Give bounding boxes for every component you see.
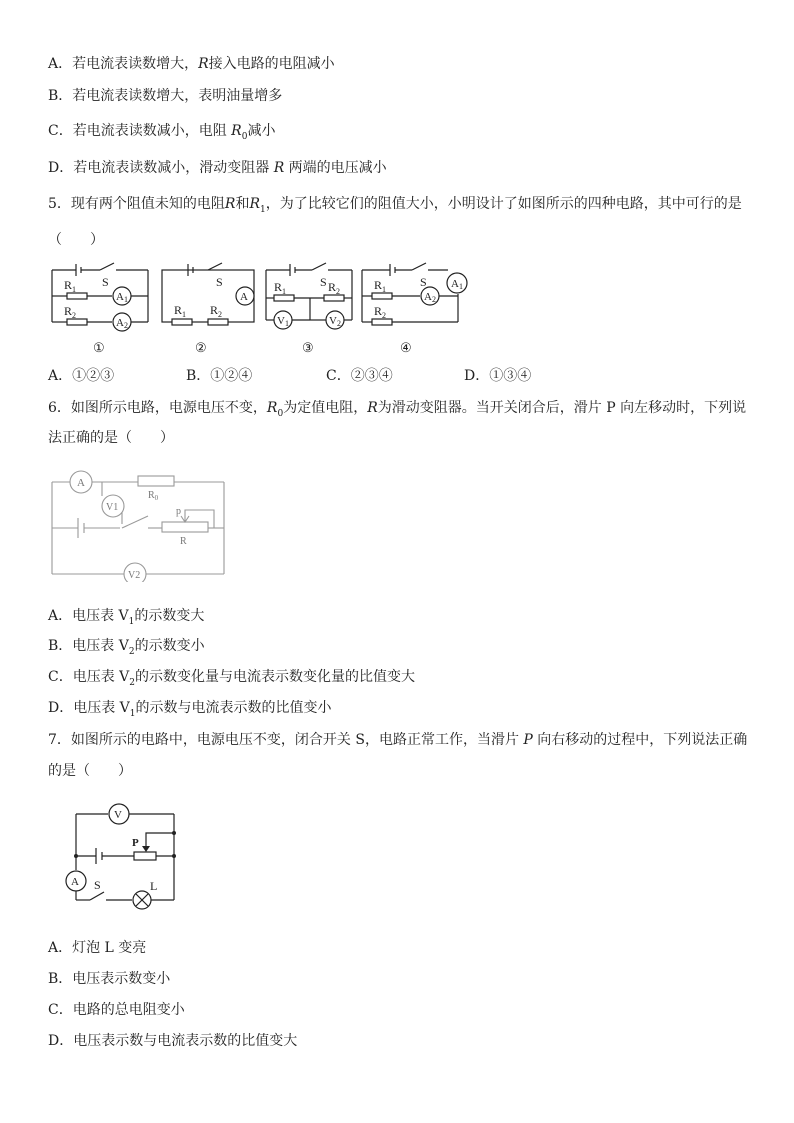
- c1-r2-label: $R_2$: [64, 304, 77, 320]
- q5-option-c: C．②③④: [326, 368, 393, 384]
- q6-b-text2: 的示数变小: [134, 638, 205, 654]
- c4-switch-label: S: [420, 275, 427, 289]
- q5-options: [48, 366, 748, 386]
- q4-c-var: R: [231, 123, 242, 139]
- q4-a-var: R: [198, 56, 209, 72]
- q6-d-sub: 1: [129, 708, 136, 719]
- q7-switch-label: S: [94, 878, 101, 892]
- c4-ammeter-a1: A1: [451, 278, 463, 291]
- q7-option-a: A．灯泡 L 变亮: [48, 940, 147, 956]
- q6-c-text: C．电压表 V: [48, 669, 130, 685]
- q5-text1: 5．现有两个阻值未知的电阻: [48, 196, 225, 212]
- q6-b-sub: 2: [128, 646, 135, 657]
- q4-c-sub: 0: [241, 131, 248, 142]
- q4-c-text2: 减小: [247, 123, 276, 139]
- q5-circuit-figure: [40, 258, 480, 358]
- q7-text1: 7．如图所示的电路中，电源电压不变，闭合开关 S，电路正常工作，当滑片: [48, 732, 524, 748]
- q6-a-text: A．电压表 V: [48, 608, 129, 624]
- q4-a-text2: 接入电路的电阻减小: [208, 56, 335, 72]
- c2-r2-label: $R_2$: [210, 303, 223, 319]
- c1-ammeter-a1: A1: [116, 291, 128, 304]
- q6-option-c: [48, 667, 415, 693]
- c1-switch-label: S: [102, 275, 109, 289]
- q7-p-label: P: [132, 837, 139, 849]
- q7-option-d: D．电压表示数与电流表示数的比值变大: [48, 1033, 298, 1049]
- q4-d-text: D．若电流表读数减小，滑动变阻器: [48, 160, 274, 176]
- q5-var1: R: [224, 196, 236, 212]
- q6-stem-line2: 法正确的是（ ）: [48, 430, 174, 446]
- q5-option-b: B．①②④: [186, 368, 253, 384]
- q6-text3: 为滑动变阻器。当开关闭合后，滑片 P 向左移动时，下列说: [377, 400, 747, 416]
- q6-c-sub: 2: [129, 677, 136, 688]
- q6-a-sub: 1: [128, 616, 135, 627]
- q5-option-d: D．①③④: [464, 368, 532, 384]
- q6-b-text: B．电压表 V: [48, 638, 129, 654]
- fig-label-4: ④: [400, 340, 412, 355]
- q4-d-text2: 两端的电压减小: [284, 160, 387, 176]
- q6-r0-sub: 0: [277, 408, 284, 419]
- c1-ammeter-a2: A2: [116, 317, 128, 330]
- c2-switch-label: S: [216, 275, 223, 289]
- q6-r0: R: [266, 400, 278, 416]
- q6-option-b: [48, 636, 205, 662]
- q6-stem: [48, 398, 746, 424]
- q7-lamp-label: L: [150, 879, 158, 893]
- q4-c-text: C．若电流表读数减小，电阻: [48, 123, 232, 139]
- fig-label-1: ①: [93, 340, 105, 355]
- q7-text2: 向右移动的过程中，下列说法正确: [532, 732, 748, 748]
- c2-ammeter: A: [240, 291, 248, 303]
- q6-r: R: [367, 400, 378, 416]
- q4-option-d: [48, 158, 387, 178]
- q7-var: P: [523, 732, 533, 748]
- q5-and: 和: [235, 196, 250, 212]
- q5-bracket: （ ）: [48, 232, 104, 248]
- c3-switch-label: S: [320, 275, 327, 289]
- q7-circuit-figure: [62, 800, 188, 912]
- c4-ammeter-a2: A2: [424, 291, 436, 304]
- fig-label-3: ③: [302, 340, 314, 355]
- c2-r1-label: $R_1$: [174, 303, 187, 319]
- q5-stem: [48, 194, 742, 220]
- q6-circuit-figure: [44, 466, 234, 582]
- c3-r2-label: $R_2$: [328, 280, 341, 296]
- q6-d-text: D．电压表 V: [48, 700, 130, 716]
- q6-text1: 6．如图所示电路，电源电压不变，: [48, 400, 267, 416]
- q4-a-text: A．若电流表读数增大，: [48, 56, 199, 72]
- q6-ammeter-label: A: [77, 477, 85, 489]
- q6-a-text2: 的示数变大: [134, 608, 205, 624]
- q7-voltmeter-label: V: [114, 809, 122, 821]
- q6-d-text2: 的示数与电流表示数的比值变小: [135, 700, 332, 716]
- q5-option-a: A．①②③: [48, 368, 115, 384]
- q6-r0-label: $R_0$: [148, 490, 159, 502]
- q5-var2: R: [249, 196, 261, 212]
- q7-ammeter-label: A: [71, 876, 79, 888]
- c3-voltmeter-v2: V2: [329, 315, 341, 328]
- q6-text2: 为定值电阻，: [283, 400, 368, 416]
- q4-option-c: [48, 121, 275, 147]
- q6-r-label: R: [180, 536, 187, 547]
- c4-r2-label: $R_2$: [374, 304, 387, 320]
- q5-text2: ，为了比较它们的阻值大小，小明设计了如图所示的四种电路，其中可行的是: [265, 196, 742, 212]
- q6-c-text2: 的示数变化量与电流表示数变化量的比值变大: [135, 669, 416, 685]
- q5-sub2: 1: [260, 204, 266, 215]
- c3-r1-label: $R_1$: [274, 280, 287, 296]
- q7-stem: [48, 730, 747, 750]
- q4-option-b: B．若电流表读数增大，表明油量增多: [48, 88, 283, 104]
- q7-option-b: B．电压表示数变小: [48, 971, 171, 987]
- q4-d-var: R: [273, 160, 285, 176]
- c4-r1-label: $R_1$: [374, 278, 387, 294]
- c3-voltmeter-v1: V1: [277, 315, 289, 328]
- q6-v1-label: V1: [106, 502, 119, 513]
- q6-option-d: [48, 698, 332, 724]
- q6-p-label: p: [176, 506, 181, 517]
- fig-label-2: ②: [195, 340, 207, 355]
- q6-v2-label: V2: [128, 570, 141, 581]
- c1-r1-label: $R_1$: [64, 278, 77, 294]
- q6-option-a: [48, 606, 204, 632]
- q7-stem-line2: 的是（ ）: [48, 763, 132, 779]
- q4-option-a: [48, 54, 335, 74]
- q7-option-c: C．电路的总电阻变小: [48, 1002, 185, 1018]
- circuit-1: [52, 263, 148, 331]
